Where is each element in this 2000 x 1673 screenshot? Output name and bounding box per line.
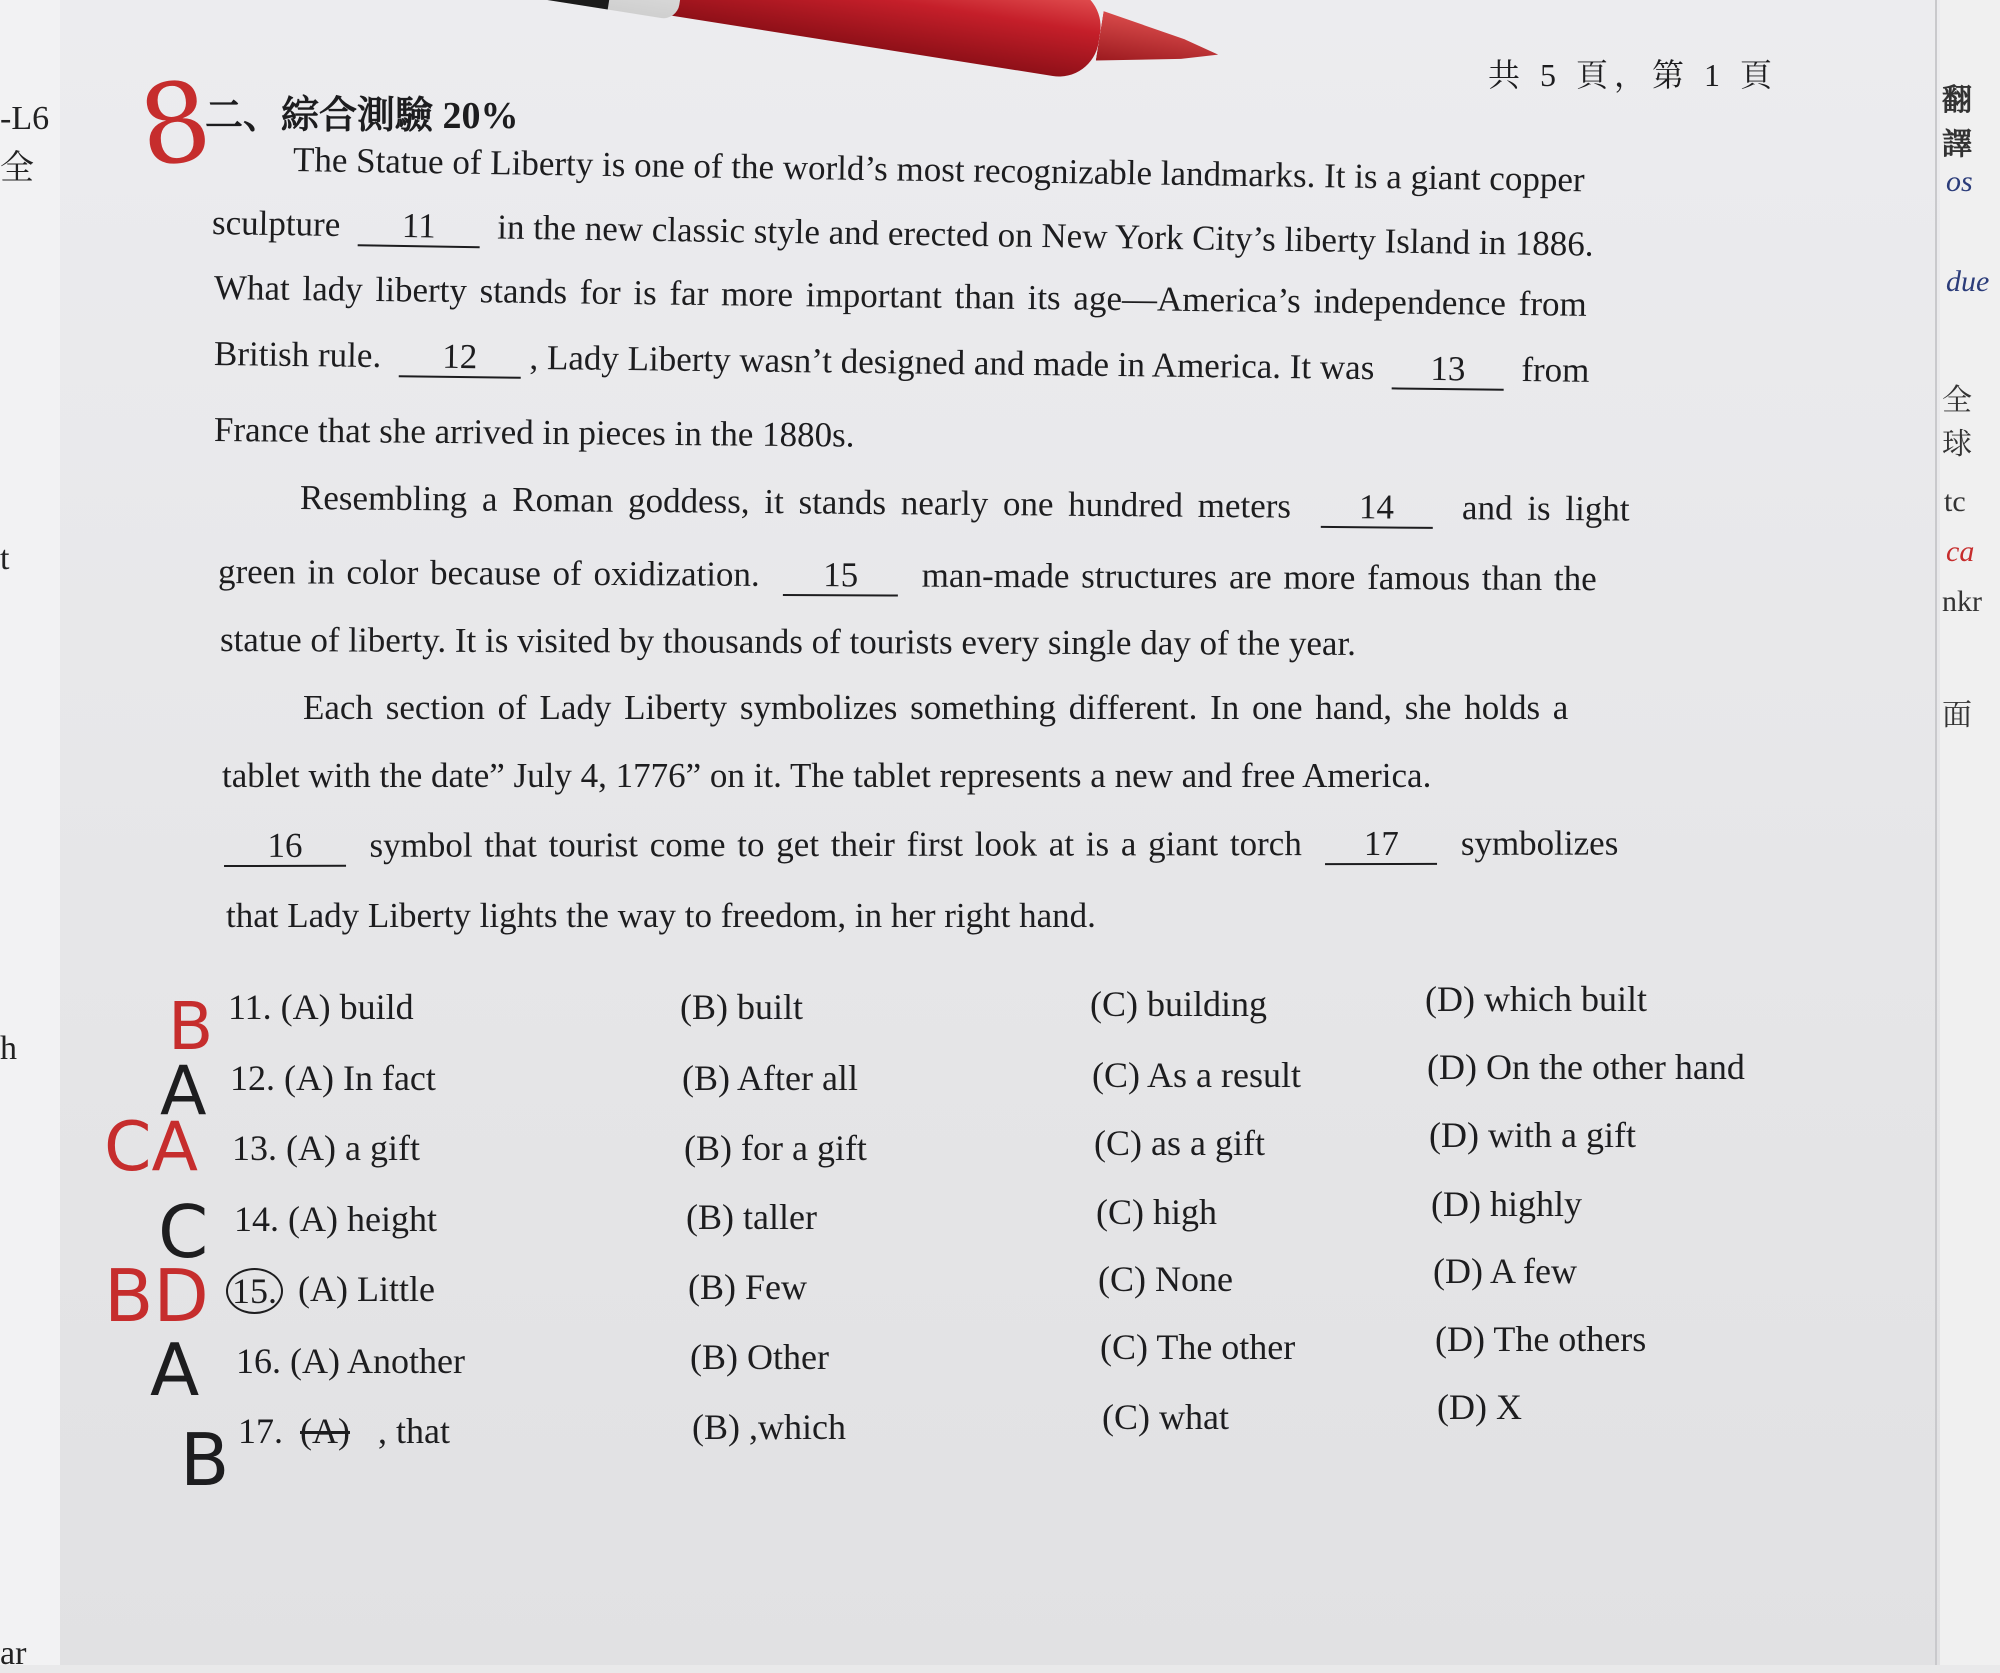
passage-line: statue of liberty. It is visited by thousands of tourists every single day of the year. [219,620,1357,663]
option-a[interactable]: 11. (A) build [228,987,414,1027]
handwritten-answer: A [160,1052,207,1131]
margin-text: nkr [1942,585,1982,618]
option-c[interactable]: (C) building [1090,984,1267,1024]
margin-text: ar [0,1635,27,1672]
option-c[interactable]: (C) what [1102,1397,1229,1437]
margin-text: os [1946,165,1973,198]
option-a[interactable]: 16. (A) Another [236,1341,465,1381]
option-d[interactable]: (D) with a gift [1429,1115,1636,1155]
passage-line: 16 symbol that tourist come to get their first look at is a giant torch 17 symbolizes [224,824,1618,867]
margin-text: t [0,540,10,577]
blank-16[interactable]: 16 [224,828,346,867]
adjacent-page-left [0,0,60,1672]
passage-line: sculpture 11 in the new classic style and erected on New York City’s liberty Island in 1886. [211,203,1594,264]
question-number-circled: 15. [226,1268,283,1314]
option-d[interactable]: (D) On the other hand [1427,1047,1745,1087]
passage-line: British rule. 12 , Lady Liberty wasn’t designed and made in America. It was 13 from [213,334,1590,390]
margin-text: 翻譯 [1942,84,1972,161]
option-d[interactable]: (D) A few [1433,1251,1577,1291]
option-d[interactable]: (D) highly [1431,1184,1582,1224]
option-c[interactable]: (C) high [1096,1192,1217,1232]
handwritten-answer: C [158,1190,209,1274]
option-b[interactable]: (B) Few [688,1267,807,1307]
passage-line: Resembling a Roman goddess, it stands nearly one hundred meters 14 and is light [299,478,1630,529]
handwritten-answer: A [150,1328,200,1412]
option-a[interactable]: 14. (A) height [234,1199,437,1239]
margin-text: ca [1946,535,1975,568]
section-title: 二、綜合測驗 20% [205,95,519,137]
blank-17[interactable]: 17 [1325,826,1437,865]
handwritten-answer: CA [104,1108,198,1187]
margin-text: due [1946,265,1990,298]
option-a-text[interactable]: , that [378,1411,450,1451]
passage-line: Each section of Lady Liberty symbolizes something different. In one hand, she holds a [303,688,1569,727]
option-d[interactable]: (D) which built [1425,979,1647,1019]
passage-line: France that she arrived in pieces in the 1880s. [213,410,855,455]
option-b[interactable]: (B) After all [682,1058,858,1098]
margin-text: h [0,1030,17,1067]
margin-text: 全球 [1942,384,1972,461]
blank-13[interactable]: 13 [1392,350,1504,390]
score-mark: 8 [131,55,219,193]
blank-15[interactable]: 15 [783,557,898,596]
margin-text: 面 [1942,699,1972,732]
passage-line: green in color because of oxidization. 15 man-made structures are more famous than the [217,552,1597,599]
handwritten-answer: B [180,1418,230,1502]
blank-12[interactable]: 12 [398,338,520,378]
option-b[interactable]: (B) ,which [692,1407,846,1447]
option-a[interactable]: 13. (A) a gift [232,1128,420,1168]
option-a[interactable]: (A) Little [298,1269,435,1309]
option-d[interactable]: (D) X [1437,1387,1522,1427]
handwritten-answer: B [168,988,214,1065]
margin-text: 全 [0,150,34,187]
handwritten-answer: BD [104,1254,209,1338]
option-a-crossed[interactable]: (A) [300,1411,350,1451]
passage-line: that Lady Liberty lights the way to freedom, in her right hand. [226,896,1096,935]
margin-text: tc [1944,485,1966,518]
adjacent-page-right [1940,0,2000,1665]
passage-line: tablet with the date” July 4, 1776” on it. The tablet represents a new and free America. [222,756,1432,795]
option-c[interactable]: (C) As a result [1092,1055,1301,1095]
option-b[interactable]: (B) Other [690,1337,829,1377]
page-indicator: 共 5 頁，第 1 頁 [1488,57,1779,93]
option-b[interactable]: (B) for a gift [684,1128,867,1168]
margin-text: -L6 [0,100,50,137]
passage-line: The Statue of Liberty is one of the world’s most recognizable landmarks. It is a giant copper [292,140,1585,200]
option-c[interactable]: (C) None [1098,1259,1233,1299]
question-number: 17. [238,1411,283,1451]
blank-11[interactable]: 11 [357,207,480,248]
blank-14[interactable]: 14 [1320,489,1432,529]
option-d[interactable]: (D) The others [1435,1319,1647,1359]
option-a[interactable]: 12. (A) In fact [230,1058,436,1098]
passage-line: What lady liberty stands for is far more important than its age—America’s independence from [213,268,1587,324]
option-b[interactable]: (B) taller [686,1197,817,1237]
option-b[interactable]: (B) built [680,987,803,1027]
option-c[interactable]: (C) as a gift [1094,1123,1265,1163]
option-c[interactable]: (C) The other [1100,1327,1296,1367]
